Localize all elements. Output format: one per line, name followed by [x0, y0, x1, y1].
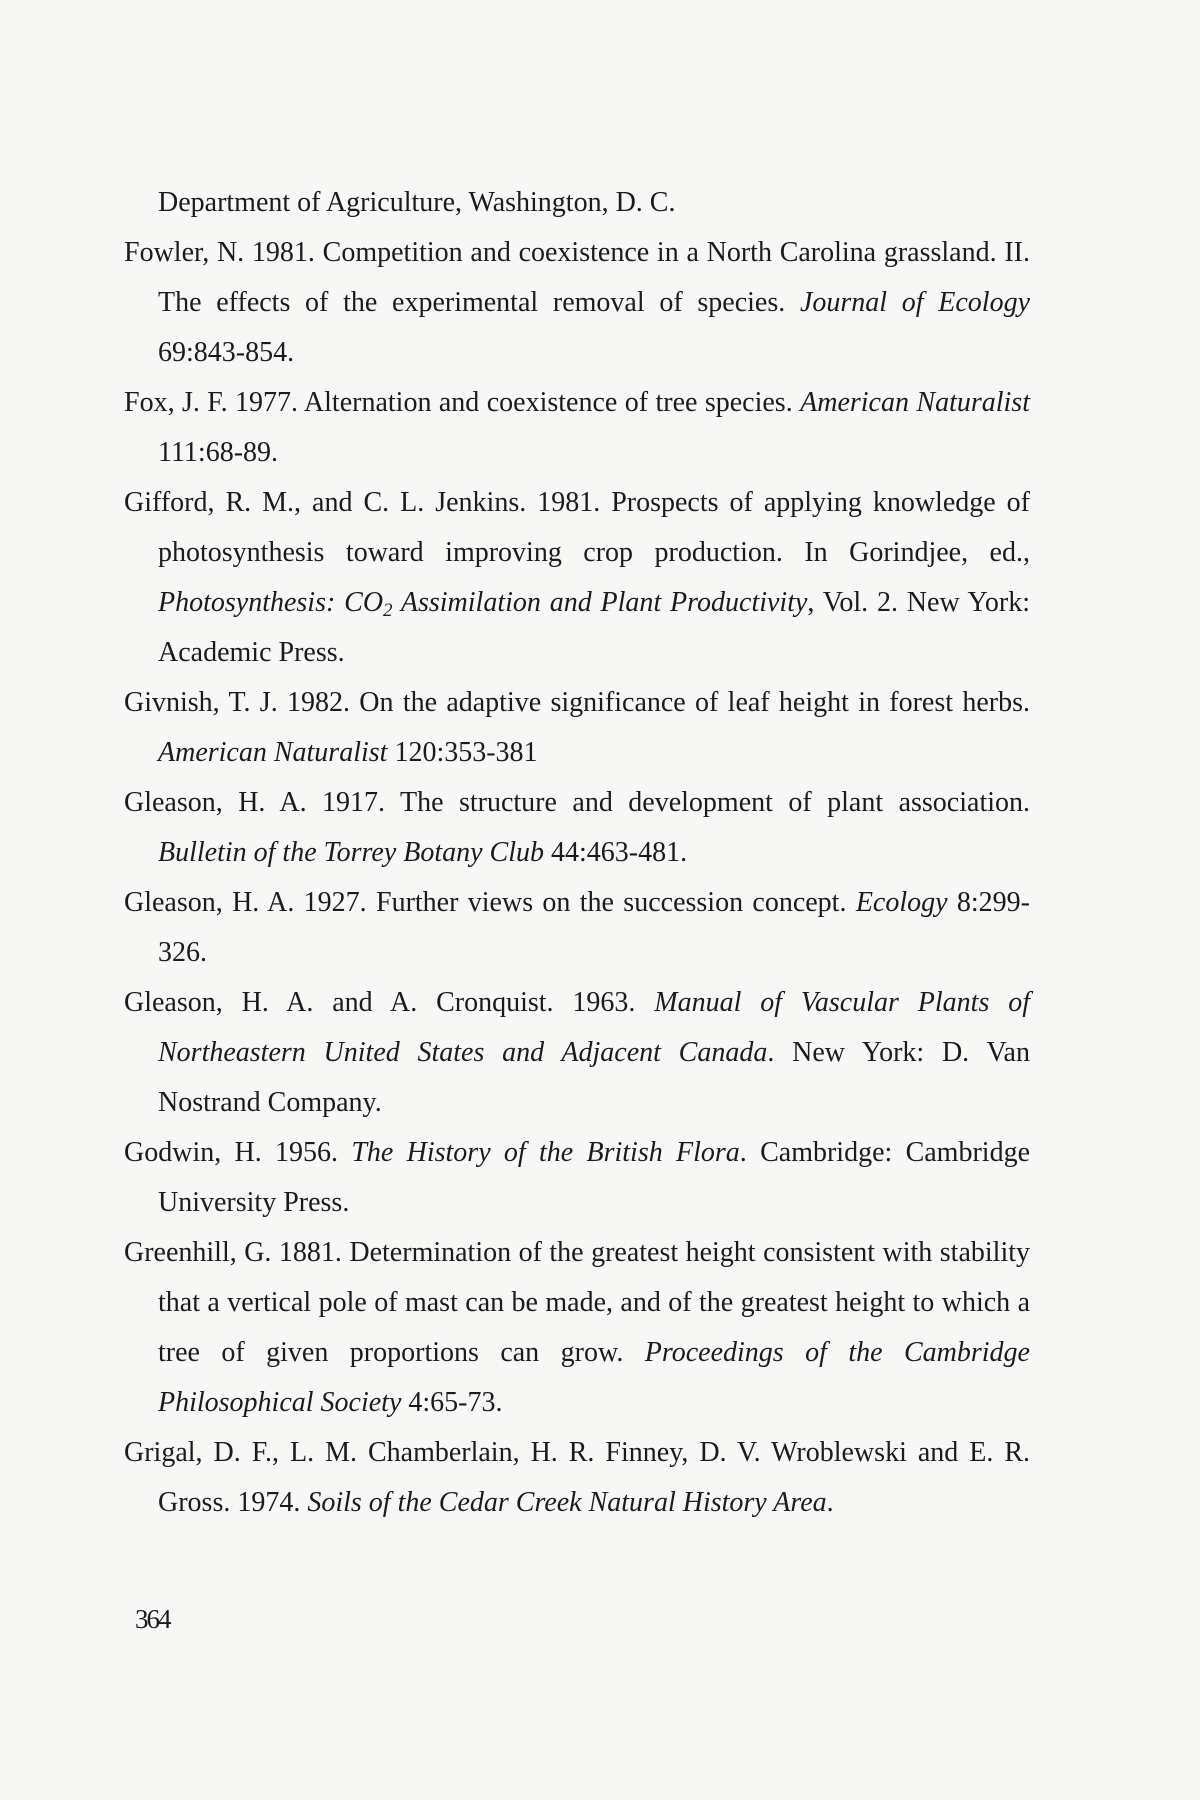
- reference-source-title: American Naturalist: [800, 387, 1030, 418]
- reference-entry: [124, 478, 1030, 678]
- reference-entry: [124, 1228, 1030, 1428]
- reference-text: Godwin, H. 1956.: [124, 1137, 352, 1168]
- reference-text: Givnish, T. J. 1982. On the adaptive significance of leaf height in forest herbs.: [124, 687, 1030, 718]
- reference-source-title: Photosynthesis: CO: [158, 587, 384, 618]
- reference-source-title: American Naturalist: [158, 737, 388, 768]
- reference-source-title: Journal of Ecology: [799, 287, 1031, 318]
- reference-source-title: Ecology: [855, 887, 948, 918]
- reference-text: Gleason, H. A. 1917. The structure and development of plant association.: [124, 787, 1030, 818]
- reference-text: Gleason, H. A. and A. Cronquist. 1963.: [124, 987, 655, 1018]
- reference-citation: . New York: D. Van Nostrand Company.: [158, 1037, 1030, 1118]
- reference-citation: 44:463-481.: [544, 837, 688, 868]
- reference-entry: [124, 228, 1030, 378]
- reference-citation: . Cambridge: Cambridge University Press.: [158, 1137, 1030, 1218]
- reference-source-title: Proceedings of the Cambridge Philosophical Society: [158, 1337, 1030, 1418]
- reference-text: Fowler, N. 1981. Competition and coexistence in a North Carolina grassland. II. The effects of the experimental removal of species.: [124, 237, 1030, 318]
- reference-citation: 8:299-326.: [158, 887, 1031, 968]
- reference-citation: 111:68-89.: [158, 437, 279, 468]
- reference-entry: [124, 978, 1030, 1128]
- reference-text: Gleason, H. A. 1927. Further views on the succession concept.: [124, 887, 856, 918]
- reference-entry: [124, 178, 1030, 228]
- reference-entry: [124, 1428, 1030, 1528]
- reference-source-title: Soils of the Cedar Creek Natural History Area: [307, 1487, 827, 1518]
- reference-text: Fox, J. F. 1977. Alternation and coexistence of tree species.: [124, 387, 801, 418]
- reference-entry: [124, 878, 1030, 978]
- reference-source-title: Bulletin of the Torrey Botany Club: [158, 837, 545, 868]
- reference-text: Grigal, D. F., L. M. Chamberlain, H. R. Finney, D. V. Wroblewski and E. R. Gross. 1974.: [124, 1437, 1030, 1518]
- reference-citation: , Vol. 2. New York: Academic Press.: [158, 587, 1030, 668]
- reference-entry: [124, 678, 1030, 778]
- page-number: 364: [135, 1604, 170, 1634]
- reference-text: Department of Agriculture, Washington, D. C.: [158, 187, 676, 218]
- reference-entry: [124, 778, 1030, 878]
- reference-citation: 120:353-381: [387, 737, 538, 768]
- reference-entry: [124, 378, 1030, 478]
- reference-text: Greenhill, G. 1881. Determination of the greatest height consistent with stability that a vertical pole of mast can be made, and of the greatest height to which a tree of given proportions can grow.: [124, 1237, 1030, 1368]
- reference-source-title: Manual of Vascular Plants of Northeastern United States and Adjacent Canada: [158, 987, 1030, 1068]
- reference-source-title: The History of the British Flora: [351, 1137, 740, 1168]
- reference-citation: 4:65-73.: [401, 1387, 503, 1418]
- reference-list: [124, 178, 1030, 1528]
- reference-citation: 69:843-854.: [158, 337, 295, 368]
- reference-entry: [124, 1128, 1030, 1228]
- reference-citation: .: [826, 1487, 834, 1518]
- reference-subscript: 2: [383, 600, 393, 621]
- reference-source-title-cont: Assimilation and Plant Productivity: [392, 587, 808, 618]
- reference-text: Gifford, R. M., and C. L. Jenkins. 1981. Prospects of applying knowledge of photosynthesis toward improving crop production. In Gorindjee, ed.,: [124, 487, 1030, 568]
